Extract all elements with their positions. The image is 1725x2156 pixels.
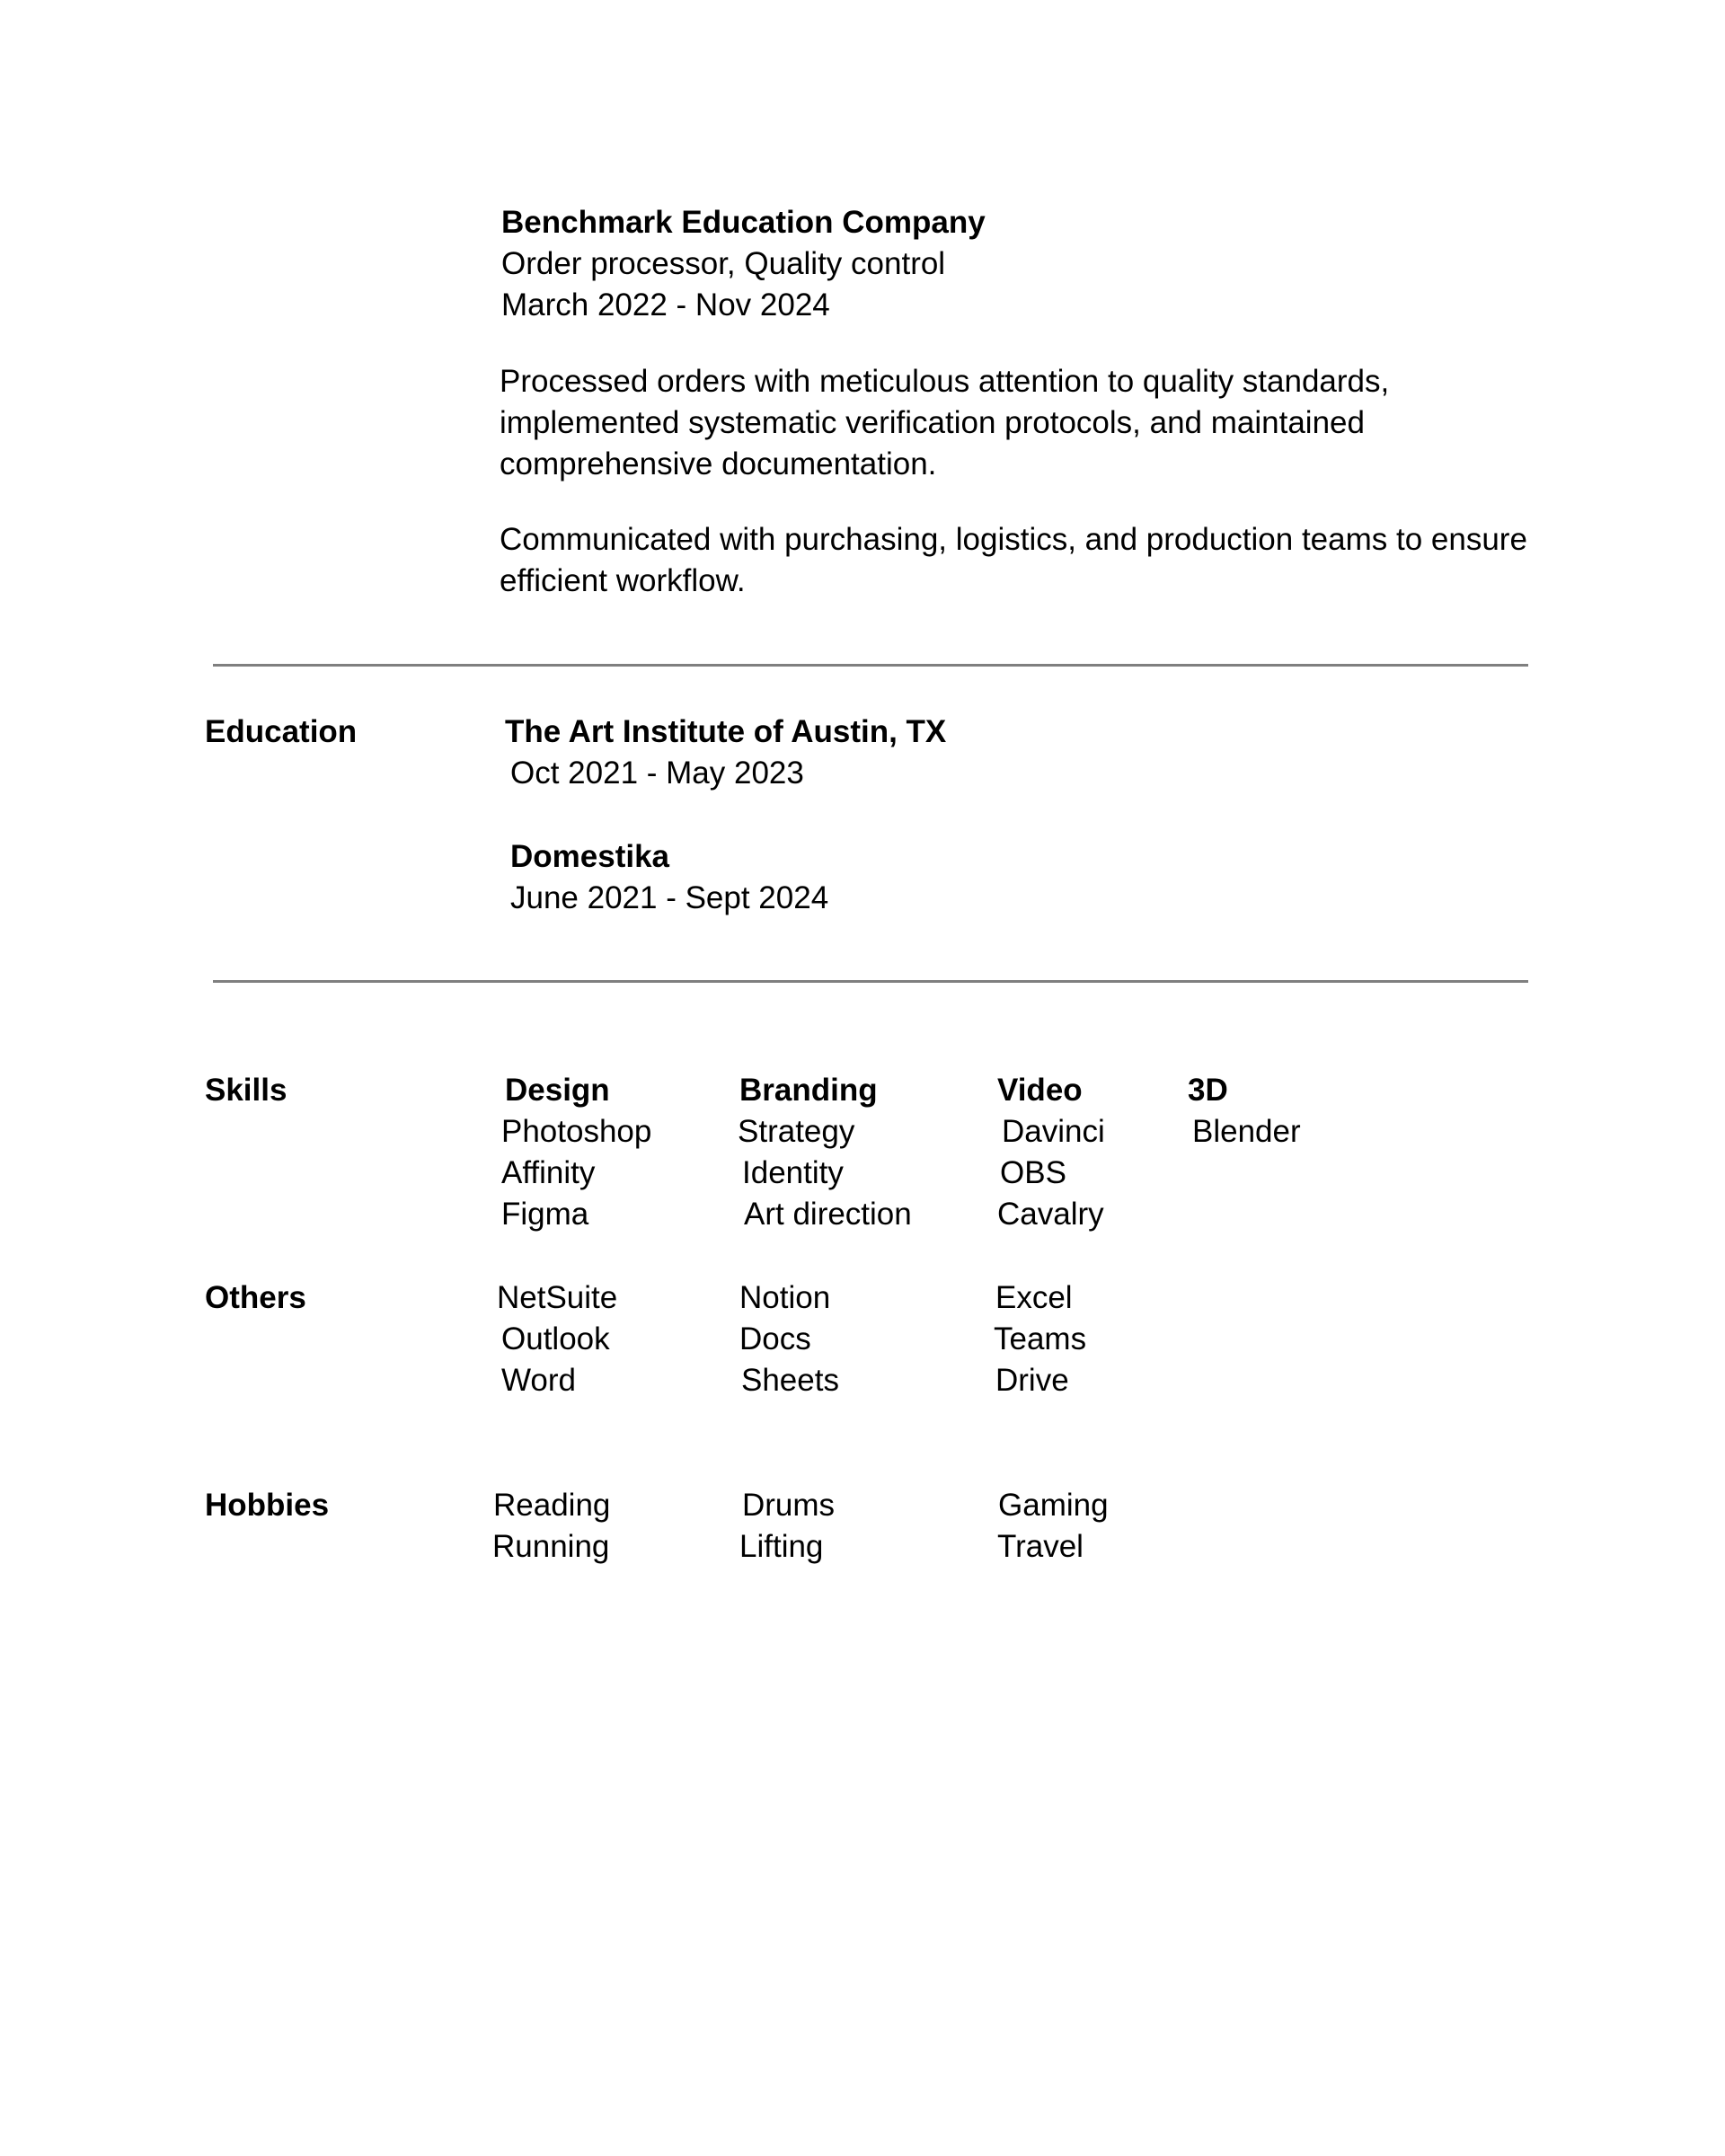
tool-item: NetSuite <box>497 1280 618 1315</box>
skill-item: Blender <box>1192 1114 1301 1149</box>
section-divider <box>213 664 1528 667</box>
skill-item: OBS <box>1000 1155 1066 1190</box>
skill-group-title: Design <box>505 1073 610 1108</box>
school-name: Domestika <box>510 839 670 874</box>
hobby-item: Running <box>492 1529 610 1564</box>
job-description-paragraph: Processed orders with meticulous attention to quality standards, implemented systematic verification protocols, and maintained comprehensive documentation. <box>500 364 1390 482</box>
skills-label: Skills <box>205 1073 288 1108</box>
tool-item: Docs <box>739 1321 811 1356</box>
tool-item: Teams <box>994 1321 1087 1356</box>
education-label: Education <box>205 714 358 749</box>
hobby-item: Gaming <box>998 1488 1109 1523</box>
others-label: Others <box>205 1280 306 1315</box>
hobby-item: Lifting <box>739 1529 824 1564</box>
tool-item: Word <box>501 1363 576 1398</box>
tool-item: Sheets <box>741 1363 839 1398</box>
section-divider <box>213 980 1528 983</box>
tool-item: Notion <box>739 1280 831 1315</box>
hobby-item: Drums <box>742 1488 836 1523</box>
tool-item: Excel <box>995 1280 1073 1315</box>
hobbies-label: Hobbies <box>205 1488 330 1523</box>
job-description-paragraph: Communicated with purchasing, logistics, and production teams to ensure efficient workflow. <box>500 522 1527 598</box>
skill-group-title: 3D <box>1188 1073 1228 1108</box>
skill-item: Photoshop <box>501 1114 652 1149</box>
skill-item: Art direction <box>744 1197 912 1232</box>
skill-item: Figma <box>501 1197 589 1232</box>
skill-item: Affinity <box>501 1155 596 1190</box>
school-name: The Art Institute of Austin, TX <box>505 714 947 749</box>
job-dates: March 2022 - Nov 2024 <box>501 287 830 323</box>
skill-item: Davinci <box>1002 1114 1105 1149</box>
skill-group-title: Branding <box>739 1073 878 1108</box>
skill-group-title: Video <box>997 1073 1083 1108</box>
school-dates: June 2021 - Sept 2024 <box>510 880 829 915</box>
tool-item: Drive <box>995 1363 1069 1398</box>
tool-item: Outlook <box>501 1321 610 1356</box>
hobby-item: Reading <box>493 1488 611 1523</box>
job-role: Order processor, Quality control <box>501 246 946 281</box>
school-dates: Oct 2021 - May 2023 <box>510 755 804 791</box>
hobby-item: Travel <box>997 1529 1084 1564</box>
company-name: Benchmark Education Company <box>501 205 986 240</box>
skill-item: Cavalry <box>997 1197 1104 1232</box>
skill-item: Identity <box>742 1155 844 1190</box>
skill-item: Strategy <box>738 1114 855 1149</box>
